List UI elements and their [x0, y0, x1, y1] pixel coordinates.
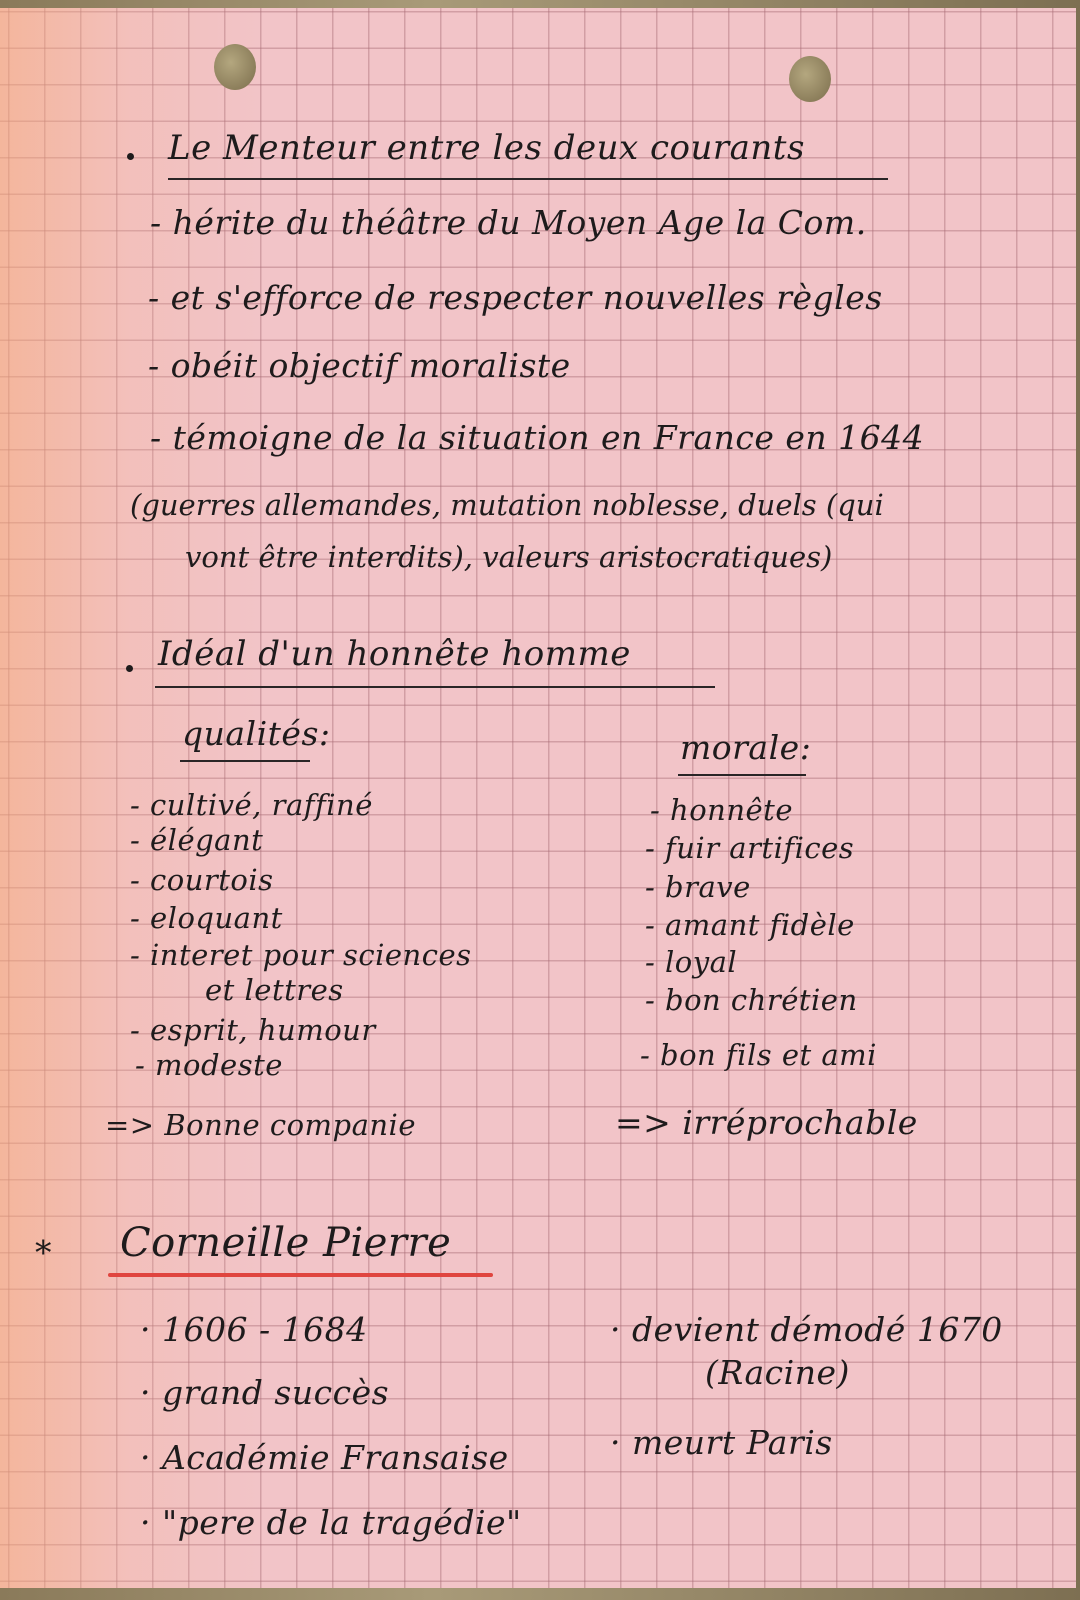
- qualite-item: - eloquant: [130, 901, 283, 935]
- corneille-fact: · Académie Fransaise: [140, 1438, 509, 1477]
- section-title-menteur: Le Menteur entre les deux courants: [168, 128, 805, 168]
- morale-item: - brave: [645, 870, 751, 904]
- corneille-fact: · 1606 - 1684: [140, 1310, 368, 1349]
- morale-item: - amant fidèle: [645, 908, 855, 942]
- qualites-conclusion: => Bonne companie: [105, 1108, 416, 1142]
- corneille-fact: · grand succès: [140, 1373, 390, 1412]
- punch-hole-right: [789, 56, 831, 102]
- qualite-item: - cultivé, raffiné: [130, 788, 373, 822]
- title-underline: [155, 686, 715, 688]
- section-title-honnete-homme: Idéal d'un honnête homme: [158, 634, 631, 674]
- qualite-item: - courtois: [130, 863, 274, 897]
- morale-item: - honnête: [650, 793, 793, 827]
- section-title-corneille: Corneille Pierre: [120, 1220, 452, 1266]
- bullet-dot: [127, 153, 134, 160]
- morale-heading: morale:: [680, 728, 812, 767]
- heading-underline: [180, 760, 310, 762]
- note-paren-line: vont être interdits), valeurs aristocratiques): [185, 540, 833, 574]
- title-underline: [168, 178, 888, 180]
- morale-item: - loyal: [645, 945, 738, 979]
- corneille-fact: · devient démodé 1670: [610, 1310, 1003, 1349]
- morale-conclusion: => irréprochable: [615, 1103, 918, 1142]
- bullet-dot: [126, 665, 133, 672]
- punch-hole-left: [214, 44, 256, 90]
- qualite-item: et lettres: [205, 973, 344, 1007]
- qualite-item: - esprit, humour: [130, 1013, 376, 1047]
- note-line: - et s'efforce de respecter nouvelles règles: [148, 278, 883, 317]
- note-line: - obéit objectif moraliste: [148, 346, 571, 385]
- corneille-fact: · meurt Paris: [610, 1423, 833, 1462]
- heading-underline: [678, 774, 806, 776]
- qualite-item: - interet pour sciences: [130, 938, 472, 972]
- qualite-item: - élégant: [130, 823, 264, 857]
- note-paren-line: (guerres allemandes, mutation noblesse, duels (qui: [130, 488, 884, 522]
- grid-paper-sheet: [0, 8, 1076, 1588]
- qualite-item: - modeste: [135, 1048, 283, 1082]
- note-line: - témoigne de la situation en France en 1644: [150, 418, 925, 457]
- title-red-underline: [108, 1273, 493, 1277]
- morale-item: - bon fils et ami: [640, 1038, 877, 1072]
- qualites-heading: qualités:: [182, 714, 331, 753]
- corneille-fact: (Racine): [705, 1353, 850, 1392]
- asterisk-marker: *: [35, 1233, 52, 1272]
- morale-item: - fuir artifices: [645, 831, 855, 865]
- note-line: - hérite du théâtre du Moyen Age la Com.: [150, 203, 867, 242]
- corneille-fact: · "pere de la tragédie": [140, 1503, 522, 1542]
- morale-item: - bon chrétien: [645, 983, 858, 1017]
